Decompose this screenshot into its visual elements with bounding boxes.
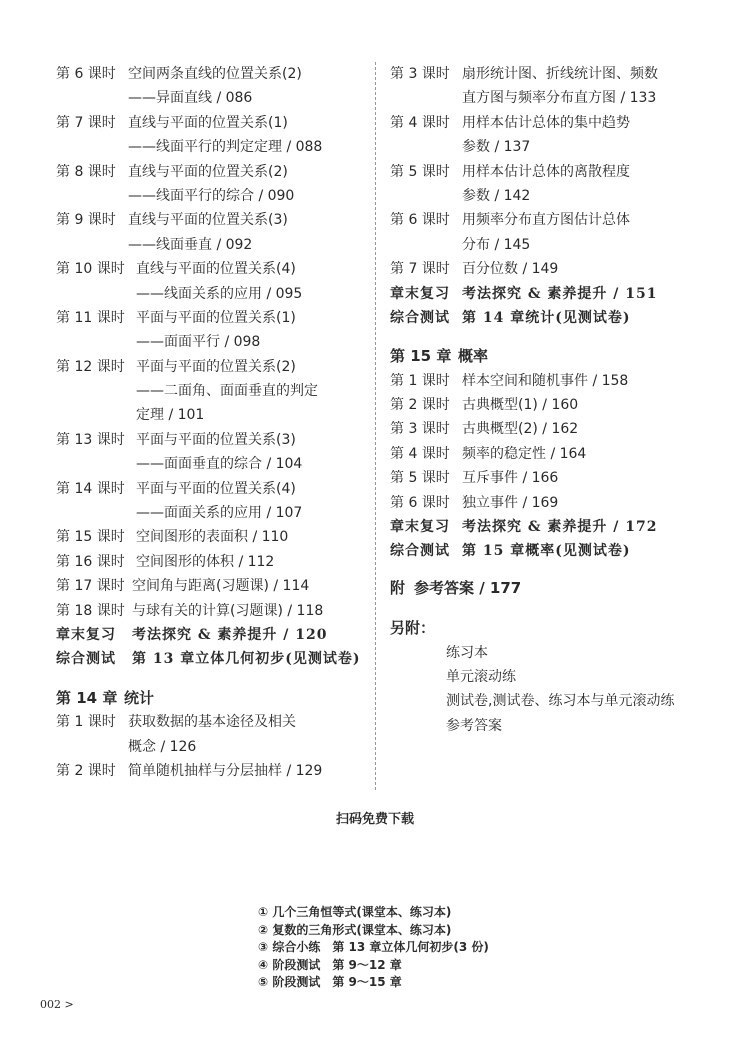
lesson-title: 考法探究 & 素养提升 / 120 (132, 626, 328, 643)
lesson-label (56, 379, 136, 403)
column-divider (375, 62, 376, 790)
lesson-label: 第 1 课时 (390, 372, 450, 389)
lesson-label: 第 1 课时 (56, 714, 116, 731)
toc-entry (390, 491, 720, 515)
toc-entry (390, 257, 720, 281)
toc-entry-continuation (390, 86, 720, 110)
lesson-label: 第 5 课时 (390, 163, 450, 180)
appendix-title: 参考答案 / 177 (414, 578, 522, 597)
lesson-title: 直线与平面的位置关系(1) (128, 114, 288, 131)
resource-item: ② 复数的三角形式(课堂本、练习本) (258, 922, 452, 937)
toc-entry-continuation (56, 735, 366, 759)
resource-item: ④ 阶段测试 第 9～12 章 (258, 957, 402, 972)
toc-entry-continuation (56, 452, 366, 476)
lesson-label: 第 14 课时 (56, 480, 125, 497)
chapter-15-heading (390, 344, 720, 368)
lesson-label: 第 16 课时 (56, 553, 125, 570)
resource-item: ③ 综合小练 第 13 章立体几何初步(3 份) (258, 940, 489, 954)
lesson-title: 概念 / 126 (128, 738, 197, 755)
lesson-label (56, 452, 136, 476)
lesson-title: ——线面平行的综合 / 090 (128, 187, 295, 204)
chapter-label: 第 14 章 (56, 688, 118, 707)
toc-entry (390, 369, 720, 393)
appendix-label: 附 (390, 578, 406, 597)
lesson-title: ——线面平行的判定定理 / 088 (128, 139, 323, 156)
resource-item: ① 几个三角恒等式(课堂本、练习本) (258, 905, 452, 919)
toc-entry (56, 623, 366, 647)
page-number: 002 > (40, 998, 74, 1011)
lesson-label: 第 4 课时 (390, 445, 450, 462)
lesson-label: 第 10 课时 (56, 261, 125, 278)
toc-entry (56, 355, 366, 379)
qr-download-title: 扫码免费下载 (335, 812, 414, 827)
toc-entry-continuation (56, 233, 366, 257)
toc-right-column (390, 62, 720, 738)
toc-entry-continuation (56, 403, 366, 427)
also-list (390, 641, 720, 739)
toc-entry-continuation (56, 135, 366, 159)
lesson-label: 第 2 课时 (56, 762, 116, 779)
lesson-label: 综合测试 (56, 651, 116, 668)
lesson-title: 古典概型(1) / 160 (462, 397, 579, 414)
lesson-label: 第 6 课时 (390, 494, 450, 511)
lesson-label (56, 330, 136, 354)
lesson-label (56, 403, 136, 427)
lesson-title: 样本空间和随机事件 / 158 (462, 372, 629, 389)
lesson-label (56, 501, 136, 525)
lesson-label: 第 6 课时 (390, 212, 450, 229)
toc-entry-continuation (56, 379, 366, 403)
lesson-title: 平面与平面的位置关系(4) (136, 480, 296, 497)
lesson-title: 第 15 章概率(见测试卷) (462, 543, 631, 560)
lesson-label: 第 4 课时 (390, 114, 450, 131)
lesson-label (56, 135, 128, 159)
lesson-label (56, 233, 128, 257)
lesson-title: 第 13 章立体几何初步(见测试卷) (132, 651, 361, 668)
toc-entry (56, 306, 366, 330)
lesson-label: 第 2 课时 (390, 397, 450, 414)
lesson-label: 综合测试 (390, 309, 450, 326)
toc-entry (56, 257, 366, 281)
lesson-title: ——异面直线 / 086 (128, 90, 253, 107)
lesson-label: 第 3 课时 (390, 421, 450, 438)
lesson-label: 章末复习 (390, 285, 450, 302)
lesson-title: 平面与平面的位置关系(2) (136, 358, 296, 375)
toc-entry (56, 647, 366, 671)
toc-entry (56, 111, 366, 135)
lesson-title: 第 14 章统计(见测试卷) (462, 309, 631, 326)
lesson-title: 用频率分布直方图估计总体 (462, 212, 630, 229)
toc-entry (390, 306, 720, 330)
toc-entry (390, 466, 720, 490)
lesson-title: 参数 / 142 (462, 187, 531, 204)
lesson-label: 章末复习 (56, 626, 116, 643)
lesson-label: 第 7 课时 (390, 261, 450, 278)
toc-entry (56, 599, 366, 623)
also-title: 另附： (390, 619, 436, 638)
lesson-label: 第 13 课时 (56, 431, 125, 448)
toc-entry (56, 428, 366, 452)
toc-left-column (56, 62, 366, 783)
lesson-label: 第 17 课时 (56, 578, 125, 595)
toc-entry (56, 160, 366, 184)
toc-entry (390, 62, 720, 86)
lesson-label (56, 735, 128, 759)
toc-entry-continuation (390, 233, 720, 257)
lesson-title: 直线与平面的位置关系(2) (128, 163, 288, 180)
also-item: 测试卷,测试卷、练习本与单元滚动练 (446, 693, 675, 710)
lesson-title: 获取数据的基本途径及相关 (128, 714, 296, 731)
lesson-label (390, 86, 462, 110)
chapter-label: 第 15 章 (390, 347, 452, 366)
lesson-title: ——面面关系的应用 / 107 (136, 505, 303, 522)
toc-entry-continuation (56, 501, 366, 525)
lesson-title: 平面与平面的位置关系(1) (136, 309, 296, 326)
lesson-label (56, 184, 128, 208)
toc-entry (390, 160, 720, 184)
lesson-label (390, 184, 462, 208)
lesson-label: 第 18 课时 (56, 602, 125, 619)
lesson-title: ——面面垂直的综合 / 104 (136, 456, 303, 473)
toc-entry-continuation (390, 135, 720, 159)
chapter-title: 统计 (124, 688, 155, 707)
lesson-title: 直线与平面的位置关系(4) (136, 261, 296, 278)
lesson-title: 直方图与频率分布直方图 / 133 (462, 90, 657, 107)
lesson-title: 参数 / 137 (462, 139, 531, 156)
lesson-title: 古典概型(2) / 162 (462, 421, 579, 438)
toc-entry (390, 282, 720, 306)
toc-entry (390, 442, 720, 466)
lesson-title: 分布 / 145 (462, 236, 531, 253)
lesson-title: ——线面关系的应用 / 095 (136, 285, 303, 302)
toc-entry (390, 111, 720, 135)
lesson-label: 第 5 课时 (390, 470, 450, 487)
lesson-title: 平面与平面的位置关系(3) (136, 431, 296, 448)
lesson-title: 扇形统计图、折线统计图、频数 (462, 66, 658, 82)
toc-entry (390, 539, 720, 563)
lesson-title: 考法探究 & 素养提升 / 151 (462, 285, 658, 302)
lesson-label (390, 135, 462, 159)
toc-entry-continuation (56, 282, 366, 306)
lesson-title: 空间两条直线的位置关系(2) (128, 66, 302, 82)
toc-entry (390, 417, 720, 441)
lesson-title: 与球有关的计算(习题课) / 118 (132, 602, 324, 619)
lesson-label: 第 3 课时 (390, 66, 450, 82)
lesson-label: 第 15 课时 (56, 529, 125, 546)
lesson-label: 第 7 课时 (56, 114, 116, 131)
lesson-title: 独立事件 / 169 (462, 494, 559, 511)
chapter-title: 概率 (458, 347, 489, 366)
lesson-title: ——线面垂直 / 092 (128, 236, 253, 253)
lesson-title: 简单随机抽样与分层抽样 / 129 (128, 762, 323, 779)
toc-entry (56, 62, 366, 86)
toc-entry-continuation (56, 86, 366, 110)
toc-entry (56, 477, 366, 501)
lesson-title: 定理 / 101 (136, 407, 205, 424)
toc-entry-continuation (56, 330, 366, 354)
lesson-label (56, 86, 128, 110)
lesson-label: 章末复习 (390, 519, 450, 536)
toc-entry (390, 208, 720, 232)
lesson-label: 第 6 课时 (56, 66, 116, 82)
toc-entry-continuation (390, 184, 720, 208)
toc-entry (56, 550, 366, 574)
resource-list (258, 904, 489, 992)
lesson-label: 第 11 课时 (56, 309, 125, 326)
lesson-title: 频率的稳定性 / 164 (462, 445, 587, 462)
lesson-title: 直线与平面的位置关系(3) (128, 212, 288, 229)
lesson-title: 空间角与距离(习题课) / 114 (132, 578, 310, 595)
lesson-title: 用样本估计总体的离散程度 (462, 163, 630, 180)
lesson-label: 第 8 课时 (56, 163, 116, 180)
lesson-label (56, 282, 136, 306)
lesson-label: 综合测试 (390, 543, 450, 560)
lesson-title: 考法探究 & 素养提升 / 172 (462, 519, 658, 536)
resource-item: ⑤ 阶段测试 第 9～15 章 (258, 975, 402, 989)
lesson-title: 互斥事件 / 166 (462, 470, 559, 487)
toc-entry (390, 515, 720, 539)
also-item: 练习本 (446, 644, 488, 661)
appendix-heading (390, 576, 720, 600)
also-item: 参考答案 (446, 717, 502, 734)
toc-entry (56, 574, 366, 598)
toc-entry (56, 208, 366, 232)
toc-entry (390, 393, 720, 417)
toc-entry (56, 525, 366, 549)
lesson-title: 空间图形的表面积 / 110 (136, 529, 289, 546)
lesson-title: 用样本估计总体的集中趋势 (462, 114, 630, 131)
also-item: 单元滚动练 (446, 668, 516, 685)
also-heading (390, 616, 720, 640)
toc-entry (56, 759, 366, 783)
lesson-title: 百分位数 / 149 (462, 261, 559, 278)
lesson-title: ——面面平行 / 098 (136, 334, 261, 351)
lesson-label: 第 9 课时 (56, 212, 116, 229)
lesson-label (390, 233, 462, 257)
chapter-14-heading (56, 686, 366, 710)
lesson-title: ——二面角、面面垂直的判定 (136, 383, 318, 400)
toc-entry-continuation (56, 184, 366, 208)
lesson-title: 空间图形的体积 / 112 (136, 553, 275, 570)
lesson-label: 第 12 课时 (56, 358, 125, 375)
toc-entry (56, 710, 366, 734)
